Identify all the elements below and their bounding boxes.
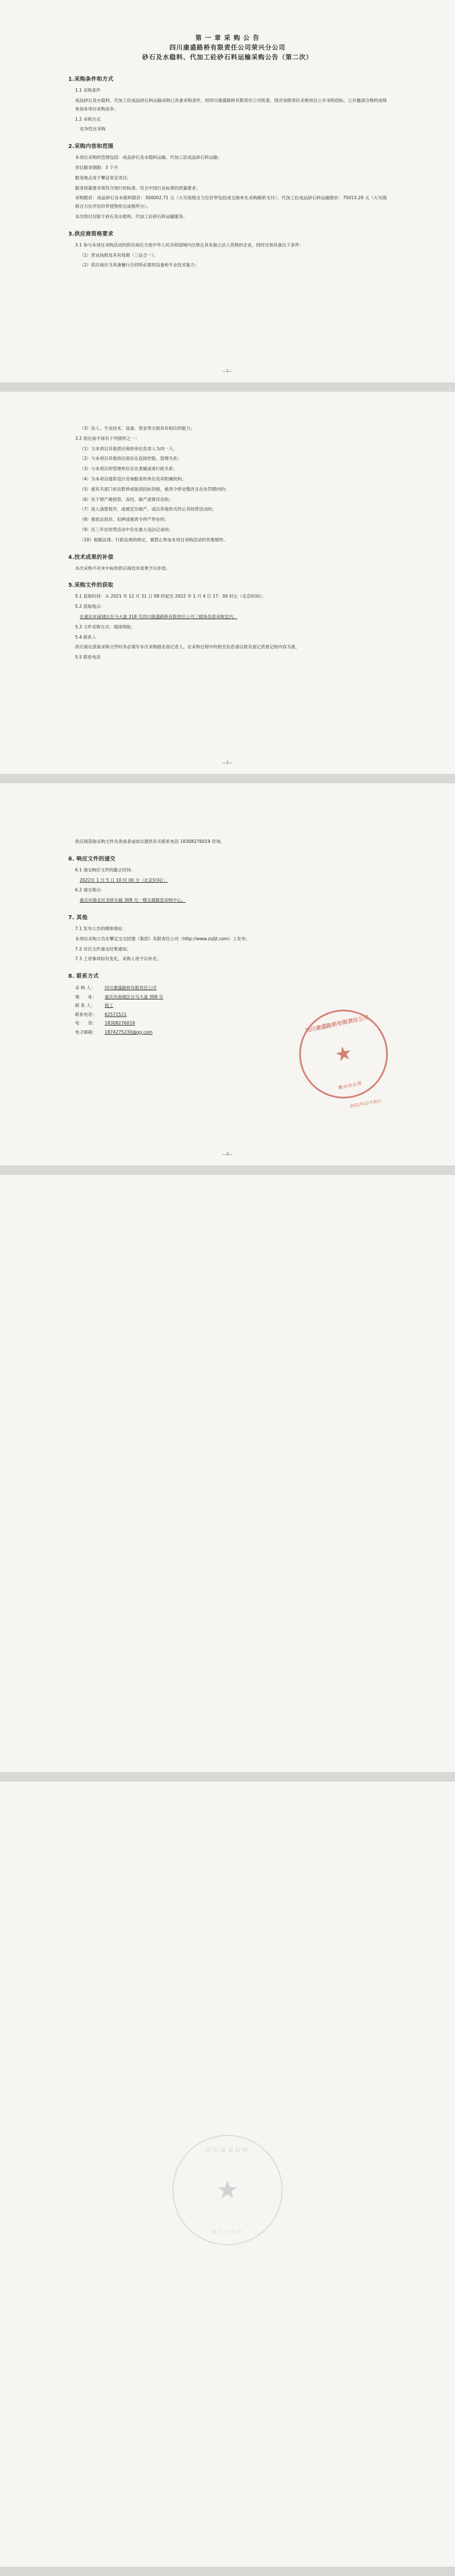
contact-value-2: 杨工: [105, 1003, 114, 1009]
section-heading-2: 2.采购内容和范围: [68, 143, 114, 150]
section-7-p4: 7.3 上述事项如有变化，采购人将予以补充。: [75, 956, 162, 962]
section-heading-5: 5.采购文件的获取: [68, 582, 114, 589]
contact-value-4: 18308276019: [105, 1020, 135, 1026]
section-heading-3: 3.供应商资格要求: [68, 231, 114, 237]
section-6-p2: 2022年 1 月 5 日 10 时 00 分（北京时间）；: [80, 877, 168, 883]
section-3-p2: （1）营业执照及其有效期（三证合一）；: [80, 252, 158, 258]
contact-label-2: 联 系 人：: [75, 1003, 96, 1009]
section-2-p5: 采购限价：成品砂石及水稳料限价：300002.71 元（大写海格含力位价带包括成交换单化采购解析支付）、代加工砼成品砂石料运输限价：75013.29 元（大写海格含力位评估价带使物你完成格所分）。: [75, 195, 387, 209]
contact-label-3: 联系电话：: [75, 1011, 97, 1017]
page-number-1: —1—: [222, 369, 233, 373]
section-7-p3: 7.2 对应文件递交结果通知；: [75, 946, 131, 952]
contact-value-1: 重庆市南城区百马大道 308 号: [105, 994, 163, 999]
contact-label-1: 地 址：: [75, 994, 97, 999]
contact-row: [68, 993, 387, 1002]
section-3-p10: （5）被有关部门依法暂停或取消投标资格，被责令停业整改且在处罚期内的；: [80, 486, 230, 492]
section-1-sub2-label: 1.2 采购方式: [75, 116, 101, 122]
page-3: [0, 783, 455, 1166]
section-7-p2: 本项目采购公告在攀宜交交招建（集团）有限责任公司（http://www.zsjljt.com）上发布；: [75, 936, 250, 941]
section-heading-1: 1.采购条件和方式: [68, 76, 114, 83]
page-number-2: —2—: [222, 760, 233, 765]
section-3-p8: （3）与本项目的管理单位存在隶属或者行政关系；: [80, 466, 177, 472]
contact-row: [68, 984, 387, 993]
section-3-p6: （1）与本项目其他供应商的单位负责人为同一人；: [80, 446, 177, 451]
page-2: [0, 392, 455, 774]
section-5-p4: 5.3 文件采购方式：现场领取；: [75, 624, 135, 629]
contact-value-3: 62572521: [105, 1011, 127, 1017]
section-6-pre: 供应商获取采购文件负责或者或加以提供有关联系电话 18308276019 咨询。: [75, 839, 225, 844]
section-7-p1: 7.1 发布公告的媒体地址：: [75, 925, 127, 931]
seal-arc-top: 四川康盛路桥有限责任公司: [304, 1014, 370, 1034]
page-4-blank: [0, 1175, 455, 1772]
contact-row: [68, 1001, 387, 1010]
section-3-p12: （7）进入清算程序，或被宣告破产，或以其他形式终止其经营活动的；: [80, 507, 217, 512]
section-3-p9: （4）为本项目提供设计咨询服务的单位及其附属机构；: [80, 476, 187, 482]
section-3-p13: （8）被依法查封、扣押或被责令停产停业的；: [80, 517, 169, 522]
contact-label-4: 电 话：: [75, 1020, 97, 1026]
section-5-p2: 5.2 获取地点：: [75, 604, 105, 610]
contact-row: [68, 1019, 387, 1028]
section-heading-6: 6. 响应文件的递交: [68, 855, 116, 862]
section-1-sub1-text: 成品砂石及水稳料、代加工砼成品砂石料运输采购已具备采购条件，经四川康盛路桥有限责任公司批准，现对该限责任采购项目公开采购招标，公开邀请合格的成绩参加本项目采购竞争。: [75, 97, 387, 112]
page-number-3: —3—: [222, 1152, 233, 1157]
seal-star-icon: ★: [332, 1041, 355, 1067]
section-2-p1: 本项目采购的范围包括：成品砂石及水稳料运输、代加工砼成品砂石料运输；: [75, 155, 222, 161]
section-5-p1: 5.1 获取时间：从 2021 年 12 月 31 日 08 时起至 2022 年 1 月 4 日 17：00 时止（北京时间）；: [75, 594, 266, 599]
section-3-p5: 3.2 供应商不得有下列情形之一：: [75, 435, 140, 441]
section-heading-8: 8. 联系方式: [68, 973, 99, 980]
title-line-1: 第 一 章 采 购 公 告: [195, 34, 260, 42]
section-6-p3: 6.2 递交地点：: [75, 887, 105, 893]
section-5-p7: 5.5 联系电话: [75, 655, 101, 660]
section-3-p7: （2）与本项目其他供应商存在直接控股、管理关系；: [80, 456, 182, 462]
contact-row: [68, 1028, 387, 1037]
section-heading-7: 7. 其他: [68, 914, 88, 921]
contact-label-0: 采 购 人：: [75, 985, 96, 991]
section-3-p15: （10）根据法律、行政法规的规定，被禁止参加本项目采购活动的其他情形。: [80, 537, 228, 542]
contact-row: [68, 1010, 387, 1019]
contact-value-0: 四川康盛路桥有限责任公司: [105, 985, 157, 991]
title-line-2: 四川康盛路桥有限责任公司荣兴分公司: [169, 44, 286, 52]
section-1-sub2-text: 竞争性比采购: [80, 126, 106, 132]
seal-date: 2021年12月30日: [350, 1098, 383, 1109]
page-5-blank: [0, 1781, 455, 2567]
section-3-p14: （9）近三年在经营活动中存在重大违法记录的；: [80, 526, 173, 532]
contact-label-5: 电子邮箱：: [75, 1029, 97, 1035]
section-5-p6: 供应商在获取采购文件时务必填写本次采购报名登记表人，在采购过程中的相关信息请以报名登记表登记的内容为准。: [75, 644, 300, 650]
document-title: [68, 33, 387, 62]
contact-value-5: 1874275230@qq.com: [105, 1029, 153, 1035]
section-3-p1: 3.1 参与本项目采购活动的供应商应当是中华人民共和国境内注册且具有独立法人资格的企业，同时还须具备以下条件：: [75, 242, 304, 248]
title-line-3: 砂石及水稳料、代加工砼砂石料运输采购公告（第二次）: [142, 54, 313, 61]
section-5-p3: 在重庆市南城区在马大道 318 号四川康盛路桥有限责任公司三楼场务部采购室内。: [80, 614, 238, 619]
section-6-p1: 6.1 递交响应文件的截止时间：: [75, 867, 135, 873]
watermark-arc-bottom: 荣兴分公司: [212, 2229, 243, 2235]
section-3-p4: （3）法人、专业技术、设备、资金等方面具有相应的能力；: [80, 426, 195, 431]
watermark-arc-top: 四川康盛路桥: [205, 2147, 250, 2154]
section-3-p11: （6）处于财产被接管、冻结、破产清算状态的；: [80, 496, 173, 502]
section-4-p1: 本次采购不对未中标的供应商技术成果予以补偿。: [75, 565, 171, 571]
section-3-p3: （2）供应商应当具备履行合同所必需的设备和专业技术能力；: [80, 262, 199, 268]
section-2-p3: 服务地点用于攀宜常宜项目;: [75, 175, 129, 180]
page-1: [0, 0, 455, 382]
section-heading-4: 4.技术成果的补偿: [68, 554, 114, 561]
section-2-p6: 本次预付仅限于砂石及水稳料、代加工砼砂石料运输服务。: [75, 213, 188, 219]
section-2-p4: 服务质量要求须符合现行的标准、符合中国行业标准的质量要求；: [75, 185, 201, 191]
section-6-p4: 重庆市渝北区龙桥东路 308 号一楼交通服部采购中心。: [80, 898, 186, 903]
section-1-sub1-label: 1.1 采购条件: [75, 88, 101, 93]
section-2-p2: 项目服务期限：3 个月: [75, 164, 118, 170]
section-5-p5: 5.4 联系人: [75, 634, 97, 640]
watermark-star-icon: ★: [216, 2175, 239, 2205]
watermark-seal: [172, 2135, 283, 2245]
seal-arc-bottom: 荣兴分公司: [338, 1080, 363, 1091]
